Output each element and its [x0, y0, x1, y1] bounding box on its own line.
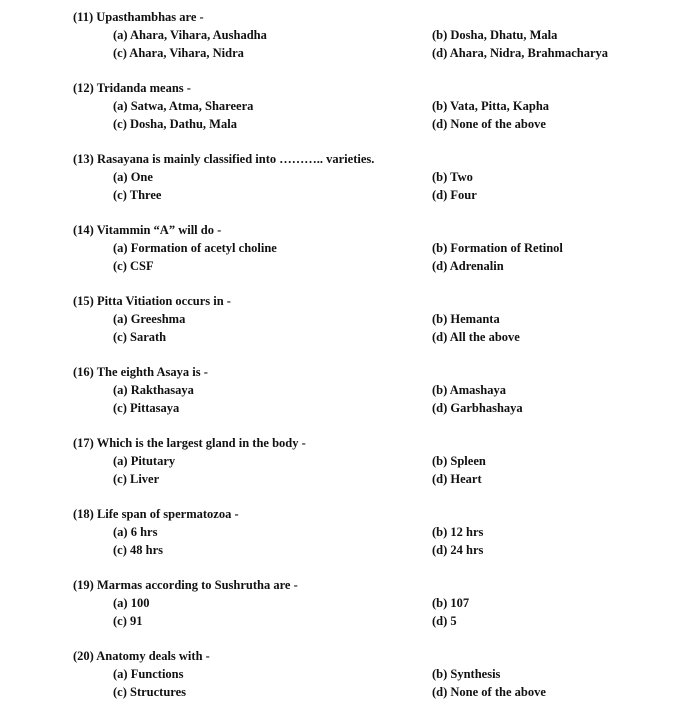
option-c: (c) Three: [113, 188, 162, 202]
option-b: (b) Vata, Pitta, Kapha: [432, 99, 550, 113]
option-a: (a) One: [113, 170, 153, 184]
option-d: (d) None of the above: [432, 685, 546, 699]
option-d: (d) 5: [432, 614, 457, 628]
option-b: (b) Formation of Retinol: [432, 241, 563, 255]
option-a: (a) Functions: [113, 667, 184, 681]
option-c: (c) Structures: [113, 685, 187, 699]
option-a: (a) Satwa, Atma, Shareera: [113, 99, 254, 113]
option-a: (a) Greeshma: [113, 312, 186, 326]
question-text: (15) Pitta Vitiation occurs in -: [73, 294, 231, 308]
option-d: (d) Adrenalin: [432, 259, 504, 273]
option-c: (c) 91: [113, 614, 143, 628]
question-text: (12) Tridanda means -: [73, 81, 191, 95]
question-text: (11) Upasthambhas are -: [73, 10, 204, 24]
option-a: (a) 100: [113, 596, 150, 610]
option-b: (b) Hemanta: [432, 312, 500, 326]
option-d: (d) Heart: [432, 472, 482, 486]
option-a: (a) Formation of acetyl choline: [113, 241, 277, 255]
question-text: (18) Life span of spermatozoa -: [73, 507, 239, 521]
question-text: (17) Which is the largest gland in the body -: [73, 436, 306, 450]
option-c: (c) CSF: [113, 259, 154, 273]
option-d: (d) None of the above: [432, 117, 546, 131]
question-text: (16) The eighth Asaya is -: [73, 365, 208, 379]
option-b: (b) Spleen: [432, 454, 486, 468]
option-d: (d) Ahara, Nidra, Brahmacharya: [432, 46, 609, 60]
option-c: (c) Ahara, Vihara, Nidra: [113, 46, 244, 60]
option-c: (c) Pittasaya: [113, 401, 180, 415]
question-text: (14) Vitammin “A” will do -: [73, 223, 222, 237]
option-c: (c) 48 hrs: [113, 543, 163, 557]
option-c: (c) Dosha, Dathu, Mala: [113, 117, 237, 131]
option-d: (d) All the above: [432, 330, 520, 344]
question-text: (20) Anatomy deals with -: [73, 649, 210, 663]
option-d: (d) Four: [432, 188, 477, 202]
option-d: (d) 24 hrs: [432, 543, 484, 557]
question-text: (19) Marmas according to Sushrutha are -: [73, 578, 298, 592]
option-b: (b) Amashaya: [432, 383, 506, 397]
option-a: (a) Rakthasaya: [113, 383, 194, 397]
option-a: (a) 6 hrs: [113, 525, 158, 539]
option-b: (b) Dosha, Dhatu, Mala: [432, 28, 558, 42]
option-b: (b) 107: [432, 596, 470, 610]
option-d: (d) Garbhashaya: [432, 401, 523, 415]
question-text: (13) Rasayana is mainly classified into ……….. varieties.: [73, 152, 375, 166]
option-c: (c) Liver: [113, 472, 160, 486]
option-c: (c) Sarath: [113, 330, 167, 344]
option-b: (b) Synthesis: [432, 667, 501, 681]
option-b: (b) 12 hrs: [432, 525, 484, 539]
option-a: (a) Ahara, Vihara, Aushadha: [113, 28, 267, 42]
option-a: (a) Pitutary: [113, 454, 176, 468]
option-b: (b) Two: [432, 170, 473, 184]
